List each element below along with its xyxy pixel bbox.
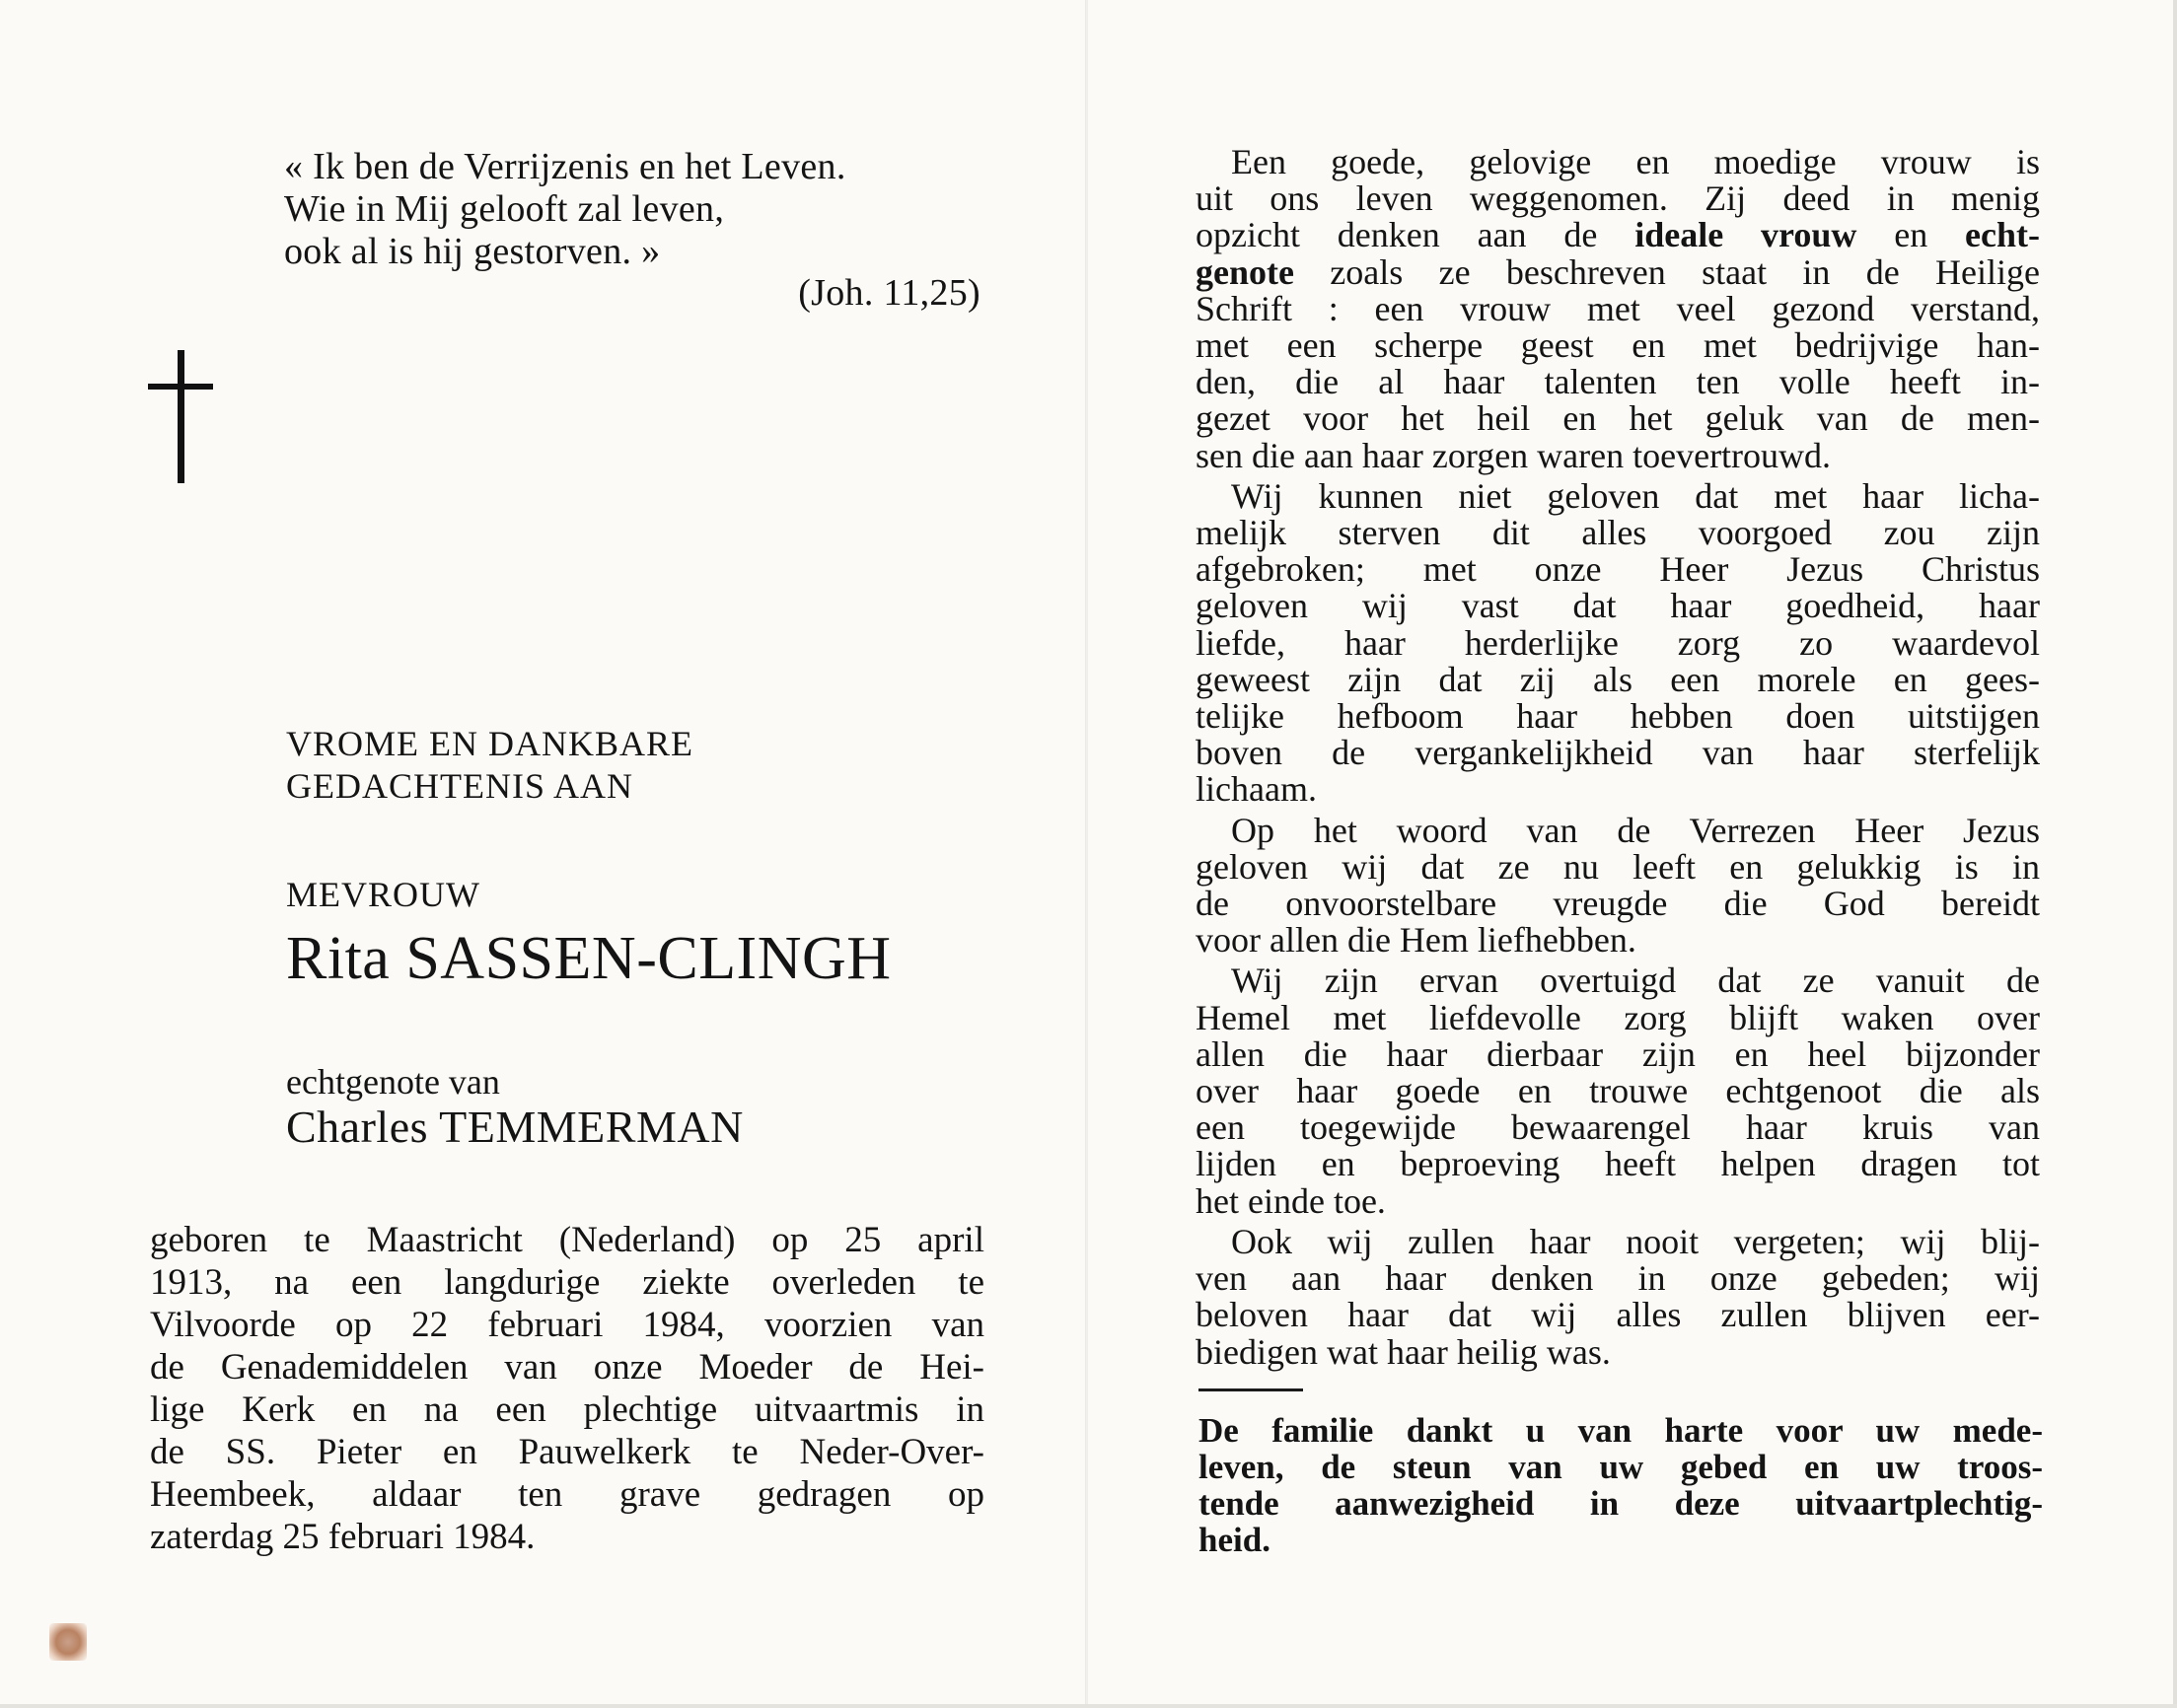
quote-line: « Ik ben de Verrijzenis en het Leven. — [284, 146, 846, 187]
bio-line: zaterdag 25 februari 1984. — [150, 1517, 536, 1557]
tribute-line: het einde toe. — [1196, 1180, 1386, 1221]
bio-line: Heembeek, aldaar ten grave gedragen op — [150, 1474, 984, 1515]
tribute-line: gezet voor het heil en het geluk van de men- — [1196, 398, 2040, 439]
tribute-line: genote zoals ze beschreven staat in de Heilige — [1196, 251, 2040, 292]
bio-line: lige Kerk en na een plechtige uitvaartmis in — [150, 1389, 984, 1430]
honorific: MEVROUW — [286, 875, 480, 914]
tribute-line: met een scherpe geest en met bedrijvige han- — [1196, 325, 2040, 366]
bio-line: de SS. Pieter en Pauwelkerk te Neder-Over- — [150, 1432, 984, 1472]
bio-line: Vilvoorde op 22 februari 1984, voorzien van — [150, 1305, 984, 1345]
card-edge-right — [2173, 0, 2177, 1708]
tribute-line: Wij kunnen niet geloven dat met haar licha- — [1231, 475, 2040, 516]
tribute-line: sen die aan haar zorgen waren toevertrouwd. — [1196, 435, 1832, 475]
spouse-name: Charles TEMMERMAN — [286, 1102, 744, 1152]
tribute-line: geweest zijn dat zij als een morele en gees- — [1196, 659, 2040, 699]
family-thanks — [1198, 1412, 2043, 1558]
corner-stamp-icon — [49, 1623, 87, 1661]
tribute-line: de onvoorstelbare vreugde die God bereidt — [1196, 884, 2040, 924]
tribute-line: den, die al haar talenten ten volle heeft in- — [1196, 362, 2040, 402]
tribute-line: biedigen wat haar heilig was. — [1196, 1331, 1611, 1372]
emphasis-text: ideale vrouw — [1634, 215, 1857, 255]
tribute-line: Wij zijn ervan overtuigd dat ze vanuit de — [1231, 961, 2040, 1001]
thanks-line: heid. — [1198, 1521, 1270, 1559]
tribute-line: Een goede, gelovige en moedige vrouw is — [1231, 142, 2040, 181]
tribute-text — [1196, 144, 2040, 1371]
bio-line: de Genademiddelen van onze Moeder de Hei- — [150, 1347, 984, 1388]
bio-line: geboren te Maastricht (Nederland) op 25 april — [150, 1220, 984, 1260]
tribute-line: geloven wij dat ze nu leeft en gelukkig is in — [1196, 846, 2040, 887]
quote-line: ook al is hij gestorven. » — [284, 231, 661, 272]
tribute-line: boven de vergankelijkheid van haar sterfelijk — [1196, 733, 2040, 773]
tribute-line: ven aan haar denken in onze gebeden; wij — [1196, 1258, 2040, 1299]
tribute-line: uit ons leven weggenomen. Zij deed in menig — [1196, 178, 2040, 219]
tribute-line: opzicht denken aan de ideale vrouw en echt- — [1196, 215, 2040, 255]
emphasis-text: genote — [1196, 251, 1294, 292]
thanks-line: De familie dankt u van harte voor uw mede- — [1198, 1411, 2043, 1450]
tribute-line: Ook wij zullen haar nooit vergeten; wij blij- — [1231, 1221, 2040, 1261]
tribute-line: beloven haar dat wij alles zullen blijven eer- — [1196, 1295, 2040, 1335]
tribute-line: geloven wij vast dat haar goedheid, haar — [1196, 586, 2040, 626]
tribute-line: Schrift : een vrouw met veel gezond verstand, — [1196, 288, 2040, 328]
thanks-line: leven, de steun van uw gebed en uw troos- — [1198, 1448, 2043, 1486]
tribute-line: afgebroken; met onze Heer Jezus Christus — [1196, 549, 2040, 590]
deceased-name: Rita SASSEN-CLINGH — [286, 925, 892, 992]
tribute-line: lijden en beproeving heeft helpen dragen tot — [1196, 1144, 2040, 1184]
tribute-line: Hemel met liefdevolle zorg blijft waken over — [1196, 997, 2040, 1037]
tribute-line: voor allen die Hem liefhebben. — [1196, 920, 1636, 961]
biography — [150, 1219, 984, 1558]
card-fold — [1085, 0, 1088, 1708]
spouse-label: echtgenote van — [286, 1062, 500, 1102]
tribute-line: een toegewijde bewaarengel haar kruis van — [1196, 1107, 2040, 1148]
quote-line: Wie in Mij gelooft zal leven, — [284, 188, 725, 230]
cross-icon — [148, 350, 213, 483]
tribute-line: Op het woord van de Verrezen Heer Jezus — [1231, 810, 2040, 850]
card-edge-bottom — [0, 1704, 2177, 1708]
divider — [1198, 1388, 1303, 1391]
memorial-heading-line: VROME EN DANKBARE — [286, 724, 693, 763]
tribute-line: over haar goede en trouwe echtgenoot die als — [1196, 1071, 2040, 1111]
tribute-line: liefde, haar herderlijke zorg zo waardevol — [1196, 622, 2040, 663]
emphasis-text: echt- — [1965, 215, 2040, 255]
quote-reference: (Joh. 11,25) — [798, 272, 980, 314]
bible-quote — [284, 146, 980, 315]
memorial-heading-line: GEDACHTENIS AAN — [286, 766, 633, 806]
bio-line: 1913, na een langdurige ziekte overleden te — [150, 1262, 984, 1303]
thanks-line: tende aanwezigheid in deze uitvaartplechtig- — [1198, 1484, 2043, 1523]
tribute-line: allen die haar dierbaar zijn en heel bijzonder — [1196, 1033, 2040, 1074]
tribute-line: lichaam. — [1196, 769, 1317, 810]
tribute-line: melijk sterven dit alles voorgoed zou zijn — [1196, 513, 2040, 553]
memorial-heading — [286, 723, 693, 808]
tribute-line: telijke hefboom haar hebben doen uitstijgen — [1196, 696, 2040, 737]
